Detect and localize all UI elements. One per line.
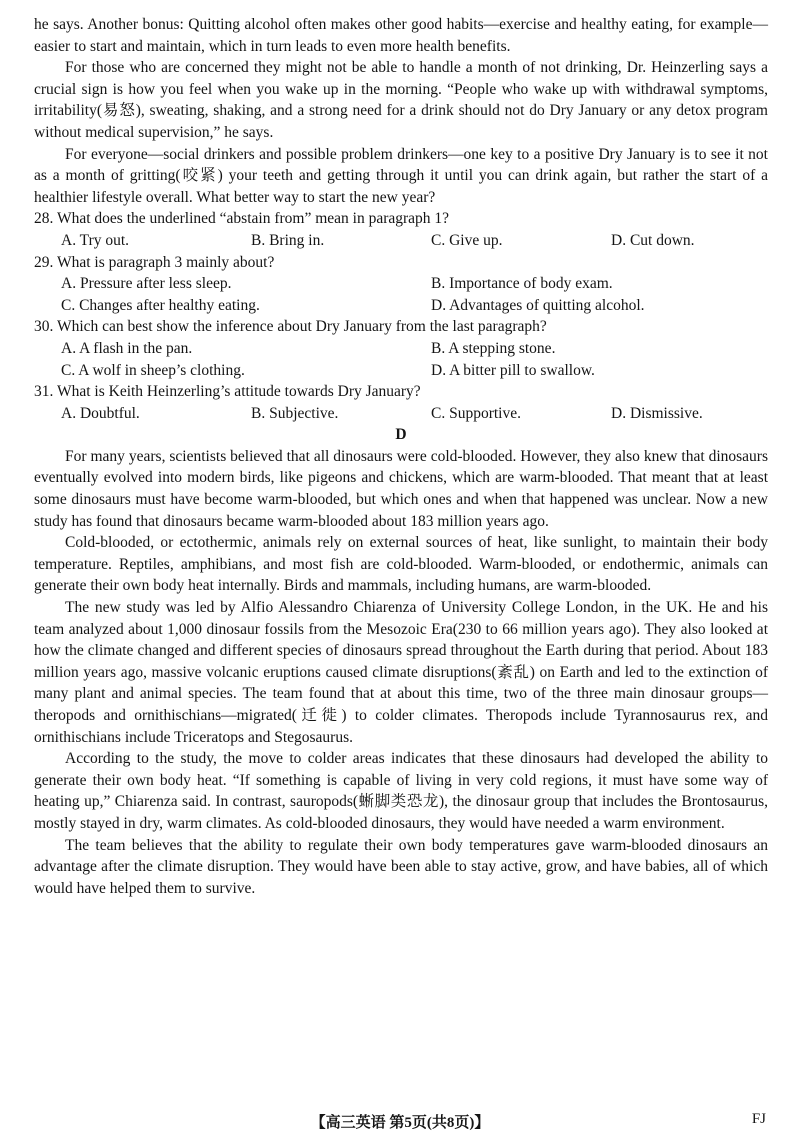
question-options — [34, 403, 768, 425]
question-stem: 31. What is Keith Heinzerling’s attitude towards Dry January? — [34, 383, 421, 401]
option-b[interactable]: B. Subjective. — [251, 404, 339, 422]
passage-paragraph-4: According to the study, the move to colder areas indicates that these dinosaurs had developed the ability to generate their own body heat. “If something is capable of living in very cold regions, it must have some way of heating up,” Chiarenza said. In contrast, sauropods(蜥脚类恐龙), the dinosaur group that includes the Brontosaurus, mostly stayed in dry, warm climates. As cold-blooded dinosaurs, they would have needed a warm environment. — [34, 750, 768, 832]
option-b[interactable]: B. Bring in. — [251, 231, 325, 249]
question-options-row-1 — [34, 273, 768, 295]
option-a[interactable]: A. Try out. — [61, 231, 130, 249]
paper-code: FJ — [751, 1111, 766, 1127]
question-stem: 28. What does the underlined “abstain from” mean in paragraph 1? — [34, 210, 450, 228]
question-options — [34, 230, 768, 252]
option-c[interactable]: C. Supportive. — [431, 404, 521, 422]
passage-paragraph-2: Cold-blooded, or ectothermic, animals rely on external sources of heat, like sunlight, to maintain their body temperature. Reptiles, amphibians, and most fish are cold-blooded. Warm-blooded, or endothermic, animals can generate their own body heat internally. Birds and mammals, including humans, are warm-blooded. — [34, 534, 768, 595]
option-d[interactable]: D. A bitter pill to swallow. — [431, 361, 595, 379]
option-c[interactable]: C. Give up. — [431, 231, 503, 249]
question-options-row-1 — [34, 338, 768, 360]
question-stem: 30. Which can best show the inference about Dry January from the last paragraph? — [34, 318, 547, 336]
page-number: 【高三英语 第5页(共8页)】 — [310, 1115, 490, 1131]
passage-paragraph-1: For many years, scientists believed that all dinosaurs were cold-blooded. However, they also knew that dinosaurs eventually evolved into modern birds, like pigeons and chickens, which are warm-blooded. That meant that at least some dinosaurs must have become warm-blooded, but which ones and when that happened was unclear. Now a new study has found that dinosaurs became warm-blooded about 183 million years ago. — [34, 447, 768, 530]
passage-paragraph-3: The new study was led by Alfio Alessandro Chiarenza of University College London, in the UK. He and his team analyzed about 1,000 dinosaur fossils from the Mesozoic Era(230 to 66 million years ago). They also looked at how the climate changed and different species of dinosaurs spread throughout the Earth during that period. About 183 million years ago, massive volcanic eruptions caused climate disruptions(紊乱) on Earth and led to the extinction of many plant and animal species. The team found that at about this time, two of the three main dinosaur groups—theropods and ornithischians—migrated(迁徙) to colder climates. Theropods include Tyrannosaurus rex, and ornithischians include Triceratops and Stegosaurus. — [34, 599, 768, 746]
intro-paragraph-1: he says. Another bonus: Quitting alcohol often makes other good habits—exercise and healthy eating, for example—easier to start and maintain, which in turn leads to even more health benefits. — [34, 16, 768, 55]
question-31 — [34, 381, 768, 424]
intro-paragraph-2: For those who are concerned they might not be able to handle a month of not drinking, Dr. Heinzerling says a crucial sign is how you feel when you wake up in the morning. “People who wake up with withdrawal symptoms, irritability(易怒), sweating, shaking, and a strong need for a drink should not do Dry January or any detox program without medical supervision,” he says. — [34, 59, 768, 141]
intro-section — [34, 14, 768, 208]
passage-paragraph-5: The team believes that the ability to regulate their own body temperatures gave warm-blooded dinosaurs an advantage after the climate disruption. They would have been able to stay active, grow, and have babies, all of which would have helped them to survive. — [34, 836, 768, 897]
option-a[interactable]: A. Doubtful. — [61, 404, 140, 422]
option-c[interactable]: C. A wolf in sheep’s clothing. — [61, 361, 245, 379]
intro-paragraph-3: For everyone—social drinkers and possible problem drinkers—one key to a positive Dry January is to see it not as a month of gritting(咬紧) your teeth and getting through it until you can drink again, but rather the start of a healthier lifestyle overall. What better way to start the new year? — [34, 145, 768, 206]
page-body — [34, 14, 768, 899]
option-d[interactable]: D. Cut down. — [611, 231, 695, 249]
option-c[interactable]: C. Changes after healthy eating. — [61, 296, 260, 314]
option-b[interactable]: B. Importance of body exam. — [431, 275, 613, 293]
question-options-row-2 — [34, 295, 768, 317]
question-30 — [34, 316, 768, 381]
option-d[interactable]: D. Advantages of quitting alcohol. — [431, 296, 645, 314]
question-28 — [34, 208, 768, 251]
question-29 — [34, 252, 768, 317]
section-d — [34, 424, 768, 899]
question-options-row-2 — [34, 360, 768, 382]
option-b[interactable]: B. A stepping stone. — [431, 339, 556, 357]
option-d[interactable]: D. Dismissive. — [611, 404, 703, 422]
section-title: D — [395, 426, 407, 444]
question-stem: 29. What is paragraph 3 mainly about? — [34, 253, 275, 271]
option-a[interactable]: A. A flash in the pan. — [61, 339, 193, 357]
option-a[interactable]: A. Pressure after less sleep. — [61, 275, 232, 293]
page-footer — [0, 1111, 800, 1135]
